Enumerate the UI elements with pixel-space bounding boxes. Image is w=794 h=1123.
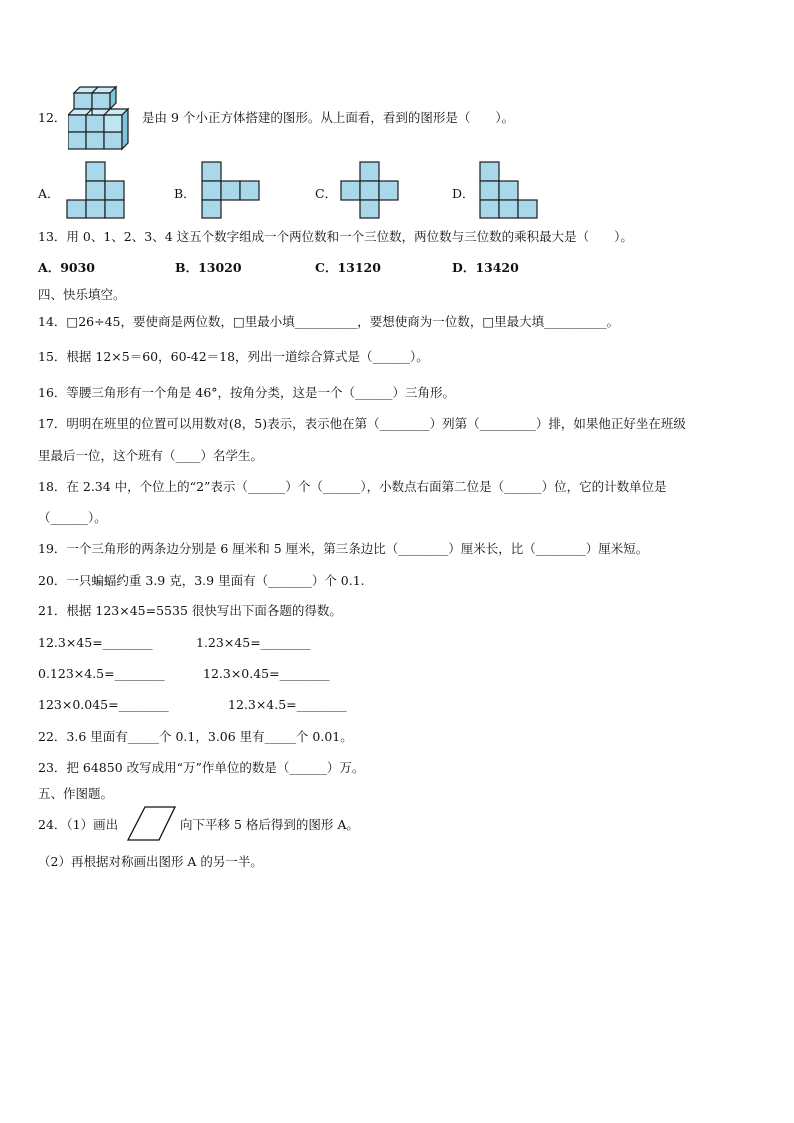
q13-option-d: D．13420 [452, 260, 519, 275]
q12-option-a-figure [66, 161, 126, 219]
q22-text: 22．3.6 里面有_____个 0.1，3.06 里有_____个 0.01。 [38, 729, 353, 744]
q21-item-6: 12.3×4.5=________ [228, 697, 347, 712]
q12-option-d-label: D． [452, 186, 475, 201]
q16-text: 16．等腰三角形有一个角是 46°，按角分类，这是一个（______）三角形。 [38, 385, 456, 400]
q17-text-line1: 17．明明在班里的位置可以用数对(8，5)表示，表示他在第（________）列第（_________）排，如果他正好坐在班级 [38, 416, 686, 431]
q17-text-line2: 里最后一位，这个班有（____）名学生。 [38, 448, 264, 463]
section-5-heading: 五、作图题。 [38, 786, 114, 801]
q12-option-c-figure [340, 161, 400, 219]
q20-text: 20．一只蝙蝠约重 3.9 克，3.9 里面有（_______）个 0.1. [38, 573, 365, 588]
q13-option-c: C．13120 [315, 260, 381, 275]
q14-text: 14．□26÷45，要使商是两位数，□里最小填__________，要想使商为一位数，□里最大填__________。 [38, 314, 620, 329]
q12-question-text: 是由 9 个小正方体搭建的图形。从上面看，看到的图形是（ ）。 [142, 110, 515, 125]
q24-part1-prefix: 24．（1）画出 [38, 817, 119, 832]
q18-text-line2: （______）。 [38, 510, 107, 525]
q21-text: 21．根据 123×45=5535 很快写出下面各题的得数。 [38, 603, 342, 618]
q21-item-3: 0.123×4.5=________ [38, 666, 165, 681]
q12-number: 12． [38, 110, 67, 125]
q12-option-b-label: B． [174, 186, 196, 201]
q12-option-a-label: A． [38, 186, 60, 201]
q12-option-b-figure [201, 161, 261, 219]
cube-stack-figure [68, 83, 142, 151]
q23-text: 23．把 64850 改写成用“万”作单位的数是（______）万。 [38, 760, 365, 775]
q24-part2-text: （2）再根据对称画出图形 A 的另一半。 [38, 854, 263, 869]
q21-item-5: 123×0.045=________ [38, 697, 169, 712]
q18-text-line1: 18．在 2.34 中，个位上的“2”表示（______）个（______），小数点右面第二位是（______）位，它的计数单位是 [38, 479, 667, 494]
q21-item-1: 12.3×45=________ [38, 635, 153, 650]
q15-text: 15．根据 12×5＝60，60-42＝18，列出一道综合算式是（______）。 [38, 349, 429, 364]
q12-option-c-label: C． [315, 186, 338, 201]
q21-item-2: 1.23×45=________ [196, 635, 311, 650]
parallelogram-figure [127, 806, 177, 842]
q24-part1-suffix: 向下平移 5 格后得到的图形 A。 [180, 817, 359, 832]
q13-question-text: 13．用 0、1、2、3、4 这五个数字组成一个两位数和一个三位数，两位数与三位数的乘积最大是（ ）。 [38, 229, 633, 244]
q12-option-d-figure [479, 161, 539, 219]
section-4-heading: 四、快乐填空。 [38, 287, 126, 302]
q19-text: 19．一个三角形的两条边分别是 6 厘米和 5 厘米，第三条边比（________）厘米长，比（________）厘米短。 [38, 541, 649, 556]
q13-option-a: A．9030 [38, 260, 95, 275]
q21-item-4: 12.3×0.45=________ [203, 666, 330, 681]
q13-option-b: B．13020 [175, 260, 242, 275]
